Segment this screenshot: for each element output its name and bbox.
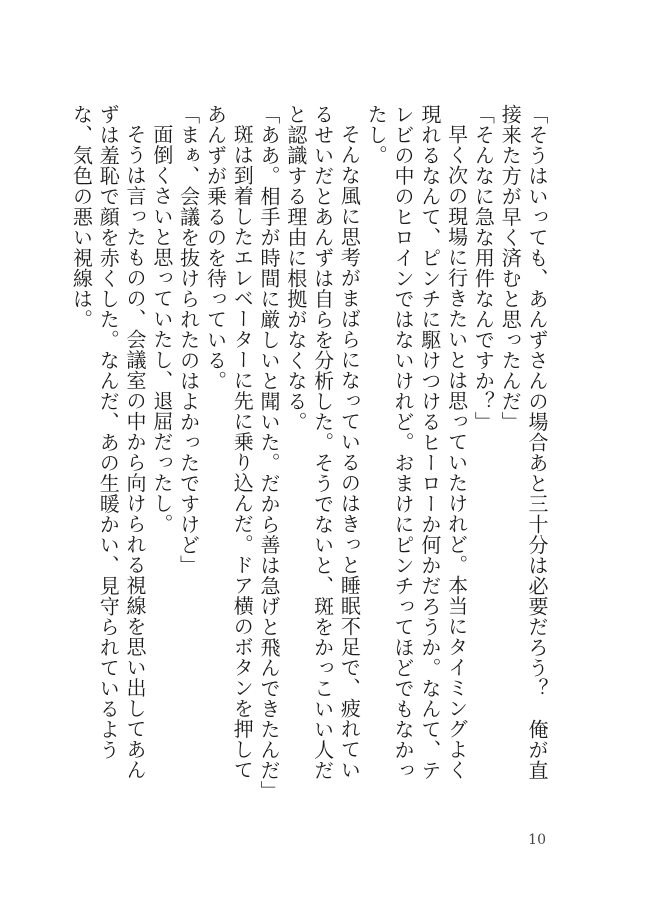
paragraph: 「そうはいっても、あんずさんの場合あと三十分は必要だろう？ 俺が直接来た方が早く済むと思ったんだ」 xyxy=(498,104,549,781)
paragraph: そうは言ったものの、会議室の中から向けられる視線を思い出してあんずは羞恥で顔を赤くした。なんだ、あの生暖かい、見守られているような、気色の悪い視線は。 xyxy=(69,104,148,780)
paragraph: 面倒くさいと思っていたし、退屈だったし。 xyxy=(149,124,174,534)
page-number: 10 xyxy=(528,832,546,848)
paragraph: 「そんなに急な用件なんですか？」 xyxy=(471,104,496,432)
paragraph: 「ああ。相手が時間に厳しいと聞いた。だから善は急げと飛んできたんだ」 xyxy=(257,104,282,801)
paragraph: 早く次の現場に行きたいとは思っていたけれど。本当にタイミングよく現れるなんて、ピンチに駆けつけるヒーローか何かだろうか。なんて、テレビの中のヒロインではないけれど。おまけにピンチってほどでもなかったし。 xyxy=(364,104,469,781)
paragraph: 斑は到着したエレベーターに先に乗り込んだ。ドア横のボタンを押してあんずが乗るのを待っている。 xyxy=(203,104,255,780)
paragraph: そんな風に思考がまばらになっているのはきっと睡眠不足で、疲れているせいだとあんずは自らを分析した。そうでないと、斑をかっこいい人だと認識する理由に根拠がなくなる。 xyxy=(283,104,362,781)
paragraph: 「まぁ、会議を抜けられたのはよかったですけど」 xyxy=(176,104,201,576)
vertical-text-body xyxy=(68,104,550,801)
